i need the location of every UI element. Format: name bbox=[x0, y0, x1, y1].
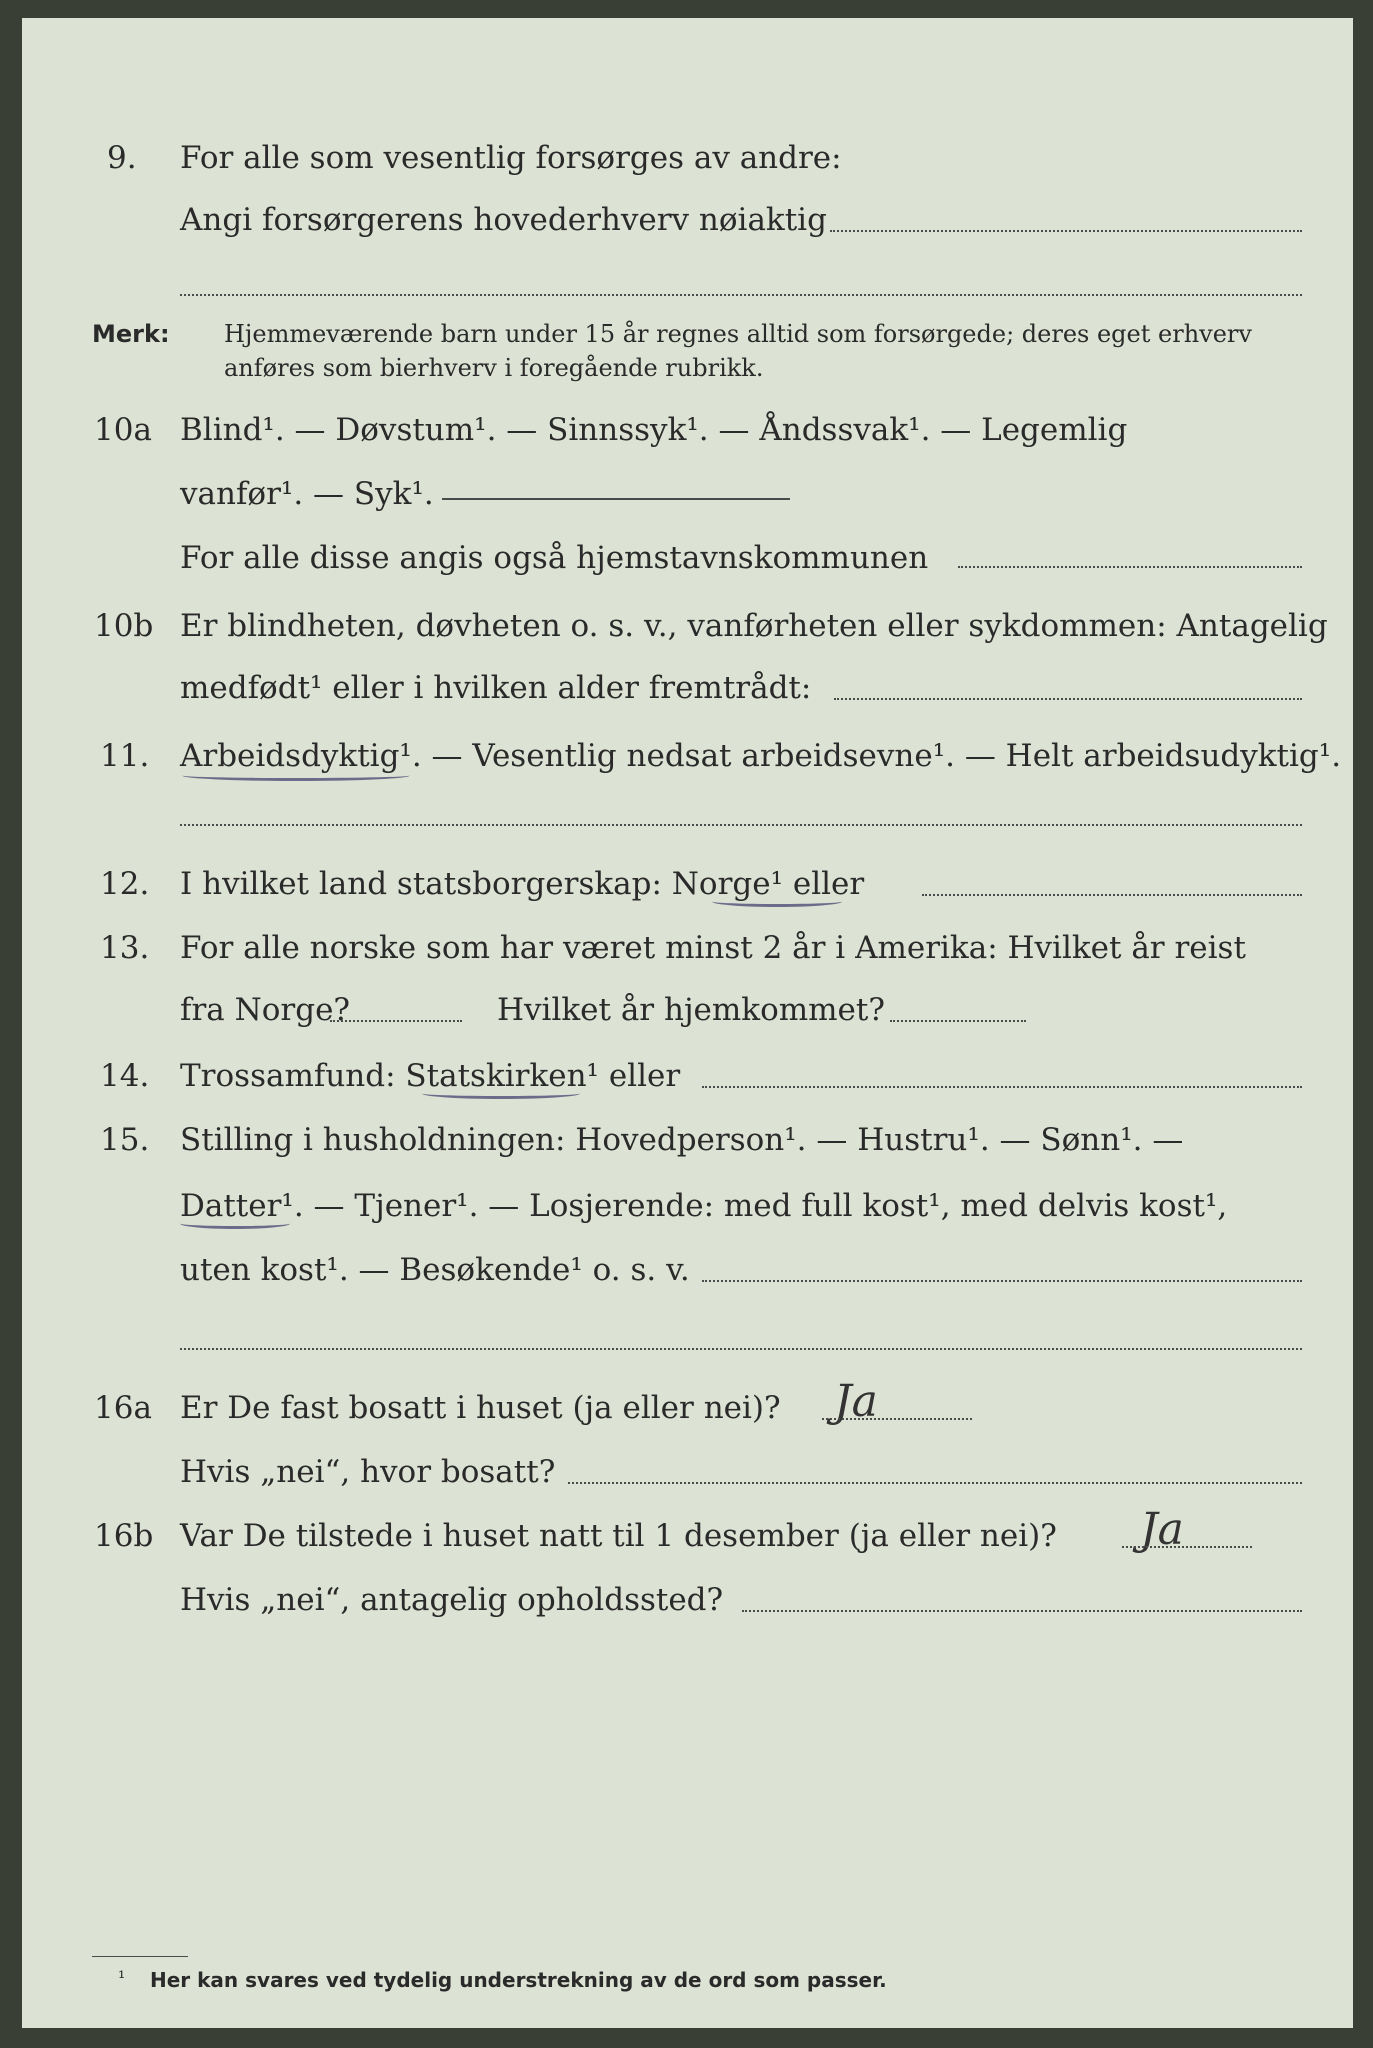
q10b-answer-field[interactable] bbox=[834, 698, 1302, 700]
q11-answer-field[interactable] bbox=[180, 824, 1302, 826]
q15-number: 15. bbox=[100, 1122, 150, 1158]
q14-line1: Trossamfund: Statskirken¹ eller bbox=[180, 1058, 681, 1094]
q9-answer-field[interactable] bbox=[830, 230, 1302, 232]
q16b-answer-field[interactable] bbox=[1122, 1546, 1252, 1548]
q16b-line2: Hvis „nei“, antagelig opholdssted? bbox=[180, 1582, 724, 1618]
q16a-number: 16a bbox=[94, 1390, 152, 1426]
q9-answer-field-2[interactable] bbox=[180, 294, 1302, 296]
q13-line1: For alle norske som har været minst 2 år i Amerika: Hvilket år reist bbox=[180, 930, 1246, 966]
q10b-line2: medfødt¹ eller i hvilken alder fremtrådt: bbox=[180, 670, 812, 706]
q16b-line1: Var De tilstede i huset natt til 1 desember (ja eller nei)? bbox=[180, 1518, 1057, 1554]
q16a-answer-field[interactable] bbox=[822, 1418, 972, 1420]
q14-number: 14. bbox=[100, 1058, 150, 1094]
q10a-line3: For alle disse angis også hjemstavnskommunen bbox=[180, 540, 929, 576]
q15-answer-field-2[interactable] bbox=[180, 1348, 1302, 1350]
q12-number: 12. bbox=[100, 866, 150, 902]
q10b-number: 10b bbox=[94, 608, 154, 644]
q16a-line2: Hvis „nei“, hvor bosatt? bbox=[180, 1454, 556, 1490]
q9-line1: For alle som vesentlig forsørges av andre: bbox=[180, 140, 842, 176]
q10a-answer-field[interactable] bbox=[442, 498, 790, 500]
q16a-handwritten-answer: Ja bbox=[834, 1376, 878, 1427]
q12-answer-field[interactable] bbox=[922, 894, 1302, 896]
q15-answer-field[interactable] bbox=[702, 1280, 1302, 1282]
q10b-line1: Er blindheten, døvheten o. s. v., vanførheten eller sykdommen: Antagelig bbox=[180, 608, 1328, 644]
q11-line1: Arbeidsdyktig¹. — Vesentlig nedsat arbeidsevne¹. — Helt arbeidsudyktig¹. bbox=[180, 738, 1342, 774]
q16b-number: 16b bbox=[94, 1518, 154, 1554]
q16a-line1: Er De fast bosatt i huset (ja eller nei)? bbox=[180, 1390, 781, 1426]
q13-hjemkommet-field[interactable] bbox=[890, 1020, 1026, 1022]
q11-number: 11. bbox=[100, 738, 150, 774]
q10a-number: 10a bbox=[94, 412, 152, 448]
q11-underline-arbeidsdyktig bbox=[182, 770, 410, 781]
q13-reist-field[interactable] bbox=[330, 1020, 462, 1022]
q12-line1: I hvilket land statsborgerskap: Norge¹ eller bbox=[180, 866, 865, 902]
q16b-opholdssted-field[interactable] bbox=[742, 1610, 1302, 1612]
q9-number: 9. bbox=[107, 140, 137, 176]
merk-line2: anføres som bierhverv i foregående rubrikk. bbox=[224, 354, 764, 382]
q13-line2b: Hvilket år hjemkommet? bbox=[497, 992, 885, 1028]
census-form-page bbox=[22, 18, 1353, 2028]
q13-number: 13. bbox=[100, 930, 150, 966]
q14-underline-statskirken bbox=[422, 1088, 580, 1099]
q10a-hjemstavn-field[interactable] bbox=[958, 566, 1302, 568]
q15-underline-datter bbox=[180, 1218, 290, 1229]
footnote-mark: ¹ bbox=[118, 1968, 126, 1989]
q13-line2a: fra Norge? bbox=[180, 992, 351, 1028]
footnote-text: Her kan svares ved tydelig understrekning av de ord som passer. bbox=[150, 1968, 887, 1992]
q15-line3: uten kost¹. — Besøkende¹ o. s. v. bbox=[180, 1252, 690, 1288]
q12-underline-norge bbox=[712, 896, 842, 907]
q15-line2: Datter¹. — Tjener¹. — Losjerende: med full kost¹, med delvis kost¹, bbox=[180, 1188, 1228, 1224]
footnote-rule bbox=[92, 1956, 188, 1957]
q14-answer-field[interactable] bbox=[702, 1086, 1302, 1088]
q10a-line1: Blind¹. — Døvstum¹. — Sinnssyk¹. — Åndssvak¹. — Legemlig bbox=[180, 412, 1128, 448]
q15-line1: Stilling i husholdningen: Hovedperson¹. — Hustru¹. — Sønn¹. — bbox=[180, 1122, 1184, 1158]
merk-line1: Hjemmeværende barn under 15 år regnes alltid som forsørgede; deres eget erhverv bbox=[224, 320, 1252, 348]
q10a-line2: vanfør¹. — Syk¹. bbox=[180, 476, 434, 512]
merk-label: Merk: bbox=[92, 320, 170, 348]
q16b-handwritten-answer: Ja bbox=[1140, 1504, 1184, 1555]
q9-line2: Angi forsørgerens hovederhverv nøiaktig bbox=[180, 202, 827, 238]
q16a-bosatt-field[interactable] bbox=[568, 1482, 1302, 1484]
